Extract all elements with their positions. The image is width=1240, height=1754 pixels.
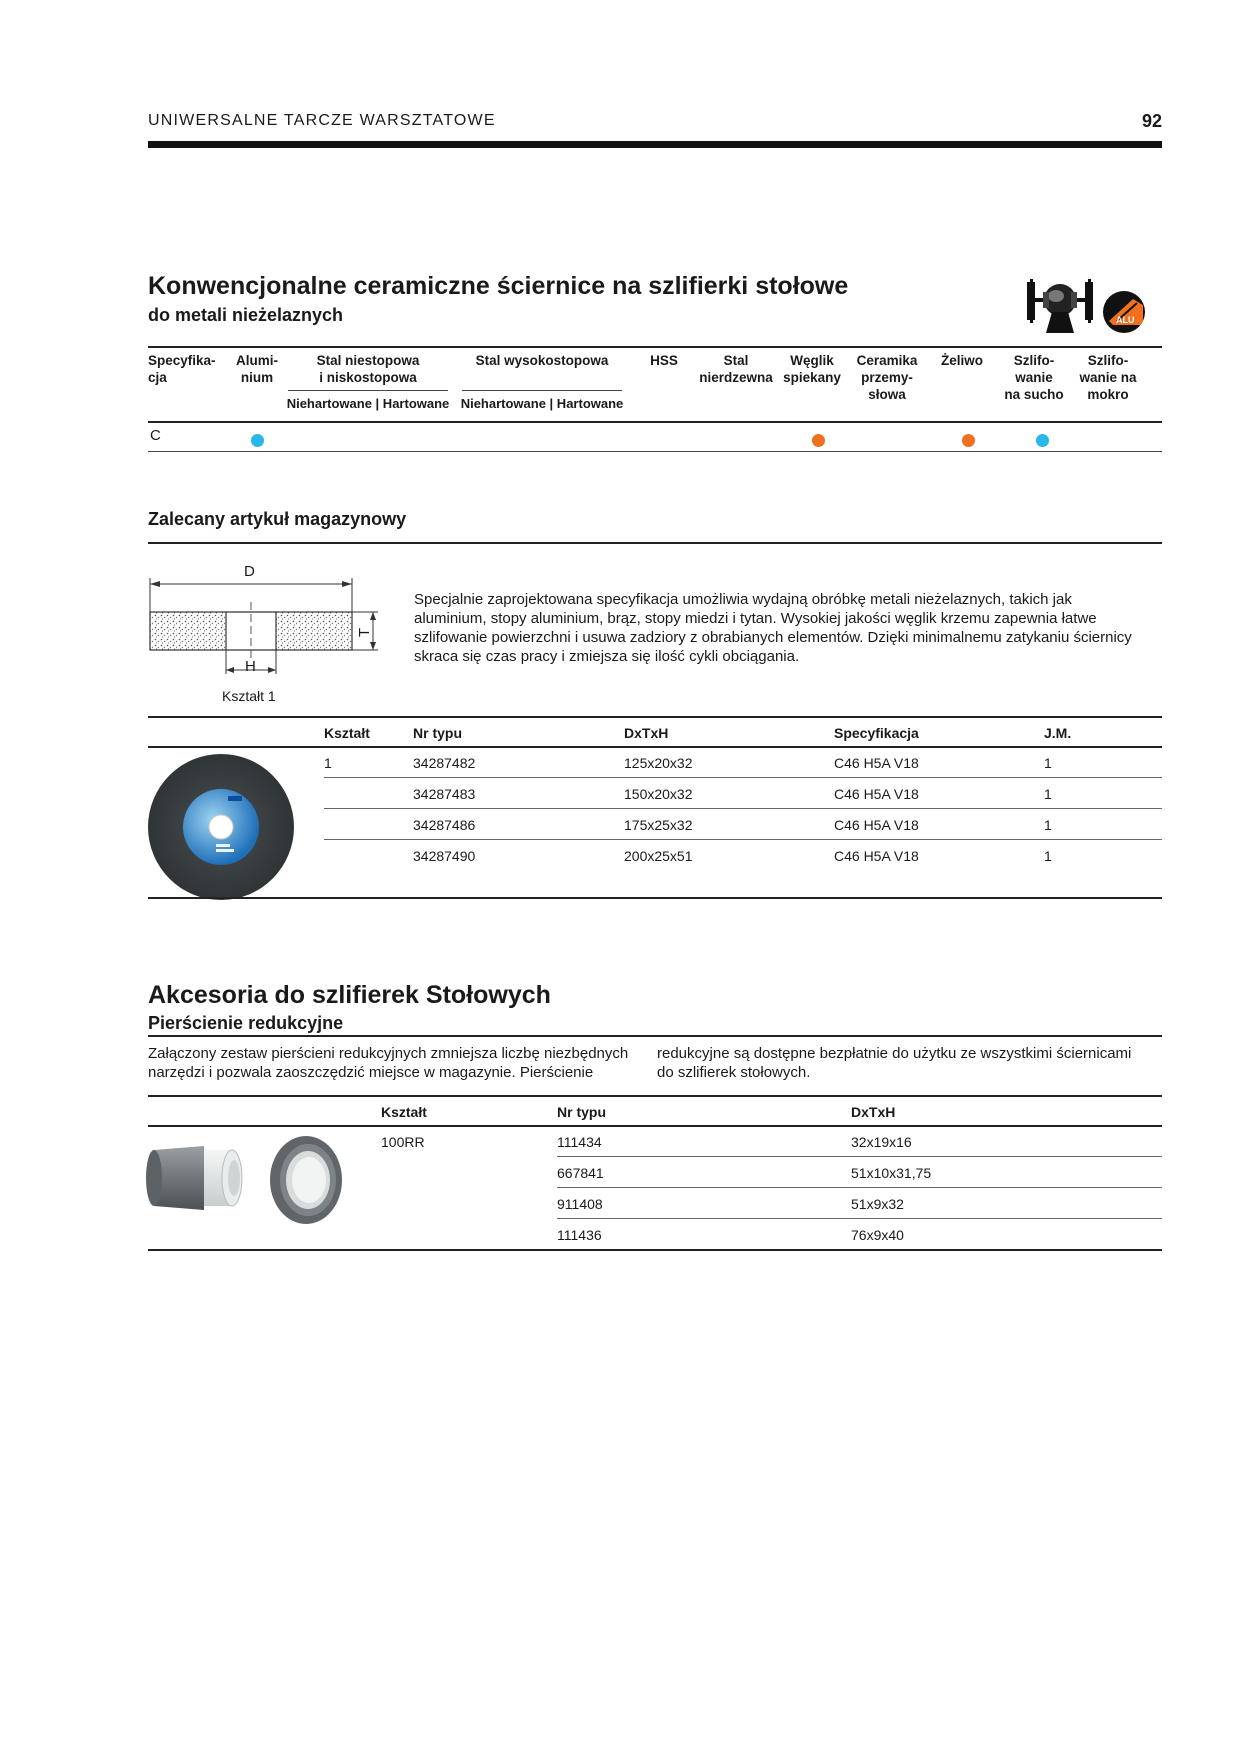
section1-title: Konwencjonalne ceramiczne ściernice na szlifierki stołowe (148, 272, 849, 300)
product-table-row-rule (324, 777, 1162, 778)
product-cell-specyfikacja: C46 H5A V18 (834, 755, 919, 771)
spec-header-hss: HSS (650, 353, 678, 368)
product-table-header-rule (148, 746, 1162, 748)
section2-description: Specjalnie zaprojektowana specyfikacja umożliwia wydajną obróbkę metali nieżelaznych, takich jak aluminium, stopy aluminium, brąz, stopy miedzi i tytan. Wysokiej jakości węglik krzemu zapewnia łatwe szlifowanie powierzchni i usuwa zadziory z obrabianych elementów. Dzięki minimalnemu zatykaniu ściernicy skraca się czas pracy i zmiejsza się ilość cykli obciągania. (414, 591, 1132, 665)
col-header-nr-typu: Nr typu (413, 725, 462, 741)
spec-header-szlifowanie-mokro: Szlifo- wanie na mokro (1079, 353, 1137, 402)
product-cell-nr-typu: 34287482 (413, 755, 476, 771)
rings-cell-nr-typu: 911408 (557, 1196, 603, 1212)
shape-caption: Kształt 1 (222, 688, 276, 704)
spec-table-top-rule (148, 346, 1162, 348)
spec-header-alu: Alumi- nium (236, 353, 278, 385)
col-header-specyfikacja: Specyfikacja (834, 725, 919, 741)
section3-description-right: redukcyjne są dostępne bezpłatnie do użytku ze wszystkimi ściernicami do szlifierek stołowych. (657, 1045, 1132, 1081)
rings-table-row-rule (557, 1187, 1162, 1188)
rings-cell-dxtxh: 76x9x40 (851, 1227, 904, 1243)
product-cell-specyfikacja: C46 H5A V18 (834, 817, 919, 833)
product-cell-ksztalt: 1 (324, 755, 332, 771)
bench-grinder-icon (1026, 278, 1096, 334)
spec-table-header-rule (148, 421, 1162, 423)
spec-header-stal-wysoko: Stal wysokostopowa (475, 353, 609, 368)
page-number: 92 (1141, 111, 1162, 131)
rings-table-row-rule (148, 1249, 1162, 1251)
section3-rule (148, 1035, 1162, 1037)
spec-row-label: C (150, 427, 161, 444)
header-rule (148, 141, 1162, 148)
spec-header-stal-nierdzewna: Stal nierdzewna (699, 353, 773, 385)
product-table-row-rule (324, 808, 1162, 809)
product-cell-jm: 1 (1044, 817, 1052, 833)
rings-cell-nr-typu: 111436 (557, 1227, 602, 1243)
subheader-wysoko: Niehartowane | Hartowane (460, 396, 624, 411)
suitability-dot-alu (251, 434, 264, 447)
section3-title: Akcesoria do szlifierek Stołowych (148, 981, 551, 1009)
running-header: UNIWERSALNE TARCZE WARSZTATOWE (148, 112, 496, 129)
col-header-dxtxh: DxTxH (624, 725, 669, 741)
spec-table-bottom-rule (148, 451, 1162, 452)
product-cell-nr-typu: 34287483 (413, 786, 476, 802)
rings-table-top-rule (148, 1095, 1162, 1097)
product-cell-nr-typu: 34287486 (413, 817, 476, 833)
product-cell-jm: 1 (1044, 755, 1052, 771)
rings-cell-nr-typu: 667841 (557, 1165, 604, 1181)
suitability-dot-zeliwo (962, 434, 975, 447)
reducing-rings-image (144, 1128, 354, 1228)
subheader-rule-nisko (288, 390, 448, 391)
subheader-rule-wysoko (462, 390, 622, 391)
product-cell-dxtxh: 125x20x32 (624, 755, 693, 771)
section2-title: Zalecany artykuł magazynowy (148, 509, 407, 529)
alu-label: ALU (1116, 315, 1135, 325)
spec-header-zeliwo: Żeliwo (940, 353, 983, 368)
rings-cell-dxtxh: 51x9x32 (851, 1196, 904, 1212)
section2-rule (148, 542, 1162, 544)
suitability-dot-sucho (1036, 434, 1049, 447)
product-cell-jm: 1 (1044, 848, 1052, 864)
rings-table-header-rule (148, 1125, 1162, 1127)
rings-cell-dxtxh: 32x19x16 (851, 1134, 912, 1150)
shape-1-diagram (148, 560, 388, 700)
product-table-top-rule (148, 716, 1162, 718)
product-cell-specyfikacja: C46 H5A V18 (834, 848, 919, 864)
spec-header-szlifowanie-sucho: Szlifo- wanie na sucho (1004, 353, 1064, 402)
rings-cell-nr-typu: 111434 (557, 1134, 602, 1150)
product-cell-dxtxh: 150x20x32 (624, 786, 693, 802)
rings-col-header-ksztalt: Kształt (381, 1104, 427, 1120)
rings-col-header-nr-typu: Nr typu (557, 1104, 606, 1120)
product-cell-nr-typu: 34287490 (413, 848, 476, 864)
col-header-jm: J.M. (1044, 725, 1072, 741)
aluminium-icon (1103, 291, 1145, 333)
product-cell-jm: 1 (1044, 786, 1052, 802)
product-cell-specyfikacja: C46 H5A V18 (834, 786, 919, 802)
rings-table-row-rule (557, 1156, 1162, 1157)
suitability-dot-weglik (812, 434, 825, 447)
product-table-row-rule (324, 839, 1162, 840)
col-header-ksztalt: Kształt (324, 725, 370, 741)
dimension-t-label: T (356, 627, 374, 638)
subheader-nisko: Niehartowane | Hartowane (286, 396, 450, 411)
spec-header-weglik: Węglik spiekany (783, 353, 841, 385)
product-cell-dxtxh: 175x25x32 (624, 817, 693, 833)
section3-description-left: Załączony zestaw pierścieni redukcyjnych zmniejsza liczbę niezbędnych narzędzi i pozwala zaoszczędzić miejsce w magazynie. Pierścienie (148, 1045, 629, 1081)
section1-subtitle: do metali nieżelaznych (148, 305, 344, 325)
rings-cell-ksztalt: 100RR (381, 1134, 425, 1150)
product-cell-dxtxh: 200x25x51 (624, 848, 693, 864)
product-table-row-rule (148, 897, 1162, 899)
rings-cell-dxtxh: 51x10x31,75 (851, 1165, 932, 1181)
grinding-wheel-image (146, 752, 296, 902)
section3-subtitle: Pierścienie redukcyjne (148, 1013, 344, 1033)
spec-header-ceramika: Ceramika przemy- słowa (856, 353, 918, 402)
dimension-d-label: D (244, 563, 255, 580)
spec-header-stal-nisko: Stal niestopowa i niskostopowa (316, 353, 420, 385)
spec-header-spec: Specyfika- cja (148, 353, 216, 385)
rings-col-header-dxtxh: DxTxH (851, 1104, 896, 1120)
dimension-h-label: H (245, 658, 256, 675)
rings-table-row-rule (557, 1218, 1162, 1219)
